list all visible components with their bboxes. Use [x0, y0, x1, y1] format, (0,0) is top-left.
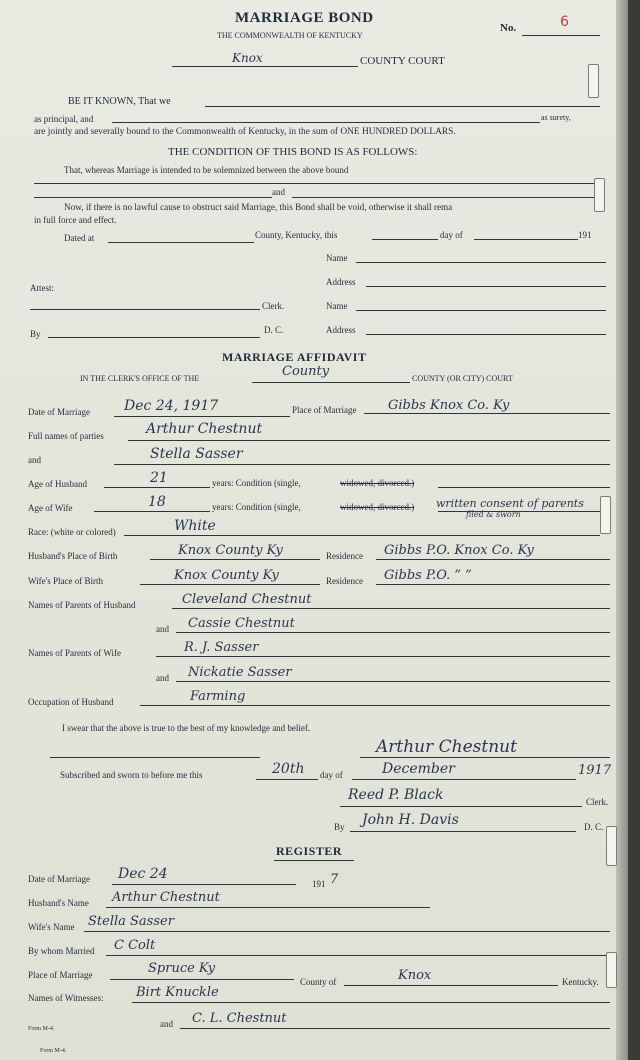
parents-husband-and: and — [156, 624, 169, 634]
bond-day-of: day of — [440, 230, 463, 240]
wife-condition-hw2: filed & sworn — [466, 510, 521, 519]
page-tab-3 — [600, 496, 611, 534]
aff-place-hw: Gibbs Knox Co. Ky — [388, 398, 510, 413]
page-edge — [616, 0, 628, 1060]
be-it-known-line — [205, 106, 600, 107]
wife-res-label: Residence — [326, 576, 363, 586]
clerk-line — [30, 309, 260, 310]
sworn-month-hw: December — [382, 761, 455, 777]
office-prefix: IN THE CLERK'S OFFICE OF THE — [80, 374, 200, 383]
reg-place-line — [110, 979, 294, 980]
reg-year-prefix: 191 — [312, 879, 326, 889]
signature-hw: Arthur Chestnut — [376, 737, 517, 757]
reg-place-hw: Spruce Ky — [148, 961, 216, 976]
parent-w2-hw: Nickatie Sasser — [188, 665, 292, 680]
reg-married-by-hw: C Colt — [114, 938, 156, 953]
aff-by-label: By — [334, 822, 345, 832]
widowed-divorced-w: widowed, divorced.) — [340, 502, 415, 512]
sworn-day-line — [256, 779, 318, 780]
husband-res-hw: Gibbs P.O. Knox Co. Ky — [384, 543, 534, 558]
now-if-text: Now, if there is no lawful cause to obstruct said Marriage, this Bond shall be void, otherwise it shall rema — [64, 202, 453, 212]
reg-date-line — [112, 884, 296, 885]
race-label: Race: (white or colored) — [28, 527, 116, 537]
aff-date-line — [114, 416, 290, 417]
parent-h2-line — [176, 632, 610, 633]
address-line-2 — [366, 334, 606, 335]
office-line — [252, 382, 410, 383]
reg-witness1-hw: Birt Knuckle — [136, 985, 219, 1000]
parent-h1-line — [172, 608, 610, 609]
bond-and: and — [272, 187, 285, 197]
aff-dc-label: D. C. — [584, 822, 604, 832]
clerk-sign-line — [340, 806, 582, 807]
name-line-2 — [356, 310, 606, 311]
clerk-hw: Reed P. Black — [348, 787, 444, 803]
register-title: REGISTER — [276, 844, 343, 858]
page-tab-5 — [606, 952, 617, 988]
reg-year-hw: 7 — [330, 872, 339, 887]
parent-w1-hw: R. J. Sasser — [184, 640, 259, 655]
bond-dc: D. C. — [264, 325, 284, 335]
parents-wife-label: Names of Parents of Wife — [28, 648, 121, 658]
aff-place-label: Place of Marriage — [292, 405, 357, 415]
reg-married-by-line — [106, 955, 610, 956]
reg-place-label: Place of Marriage — [28, 970, 93, 980]
reg-witness2-hw: C. L. Chestnut — [192, 1011, 287, 1026]
bond-title: MARRIAGE BOND — [235, 10, 374, 26]
occupation-hw: Farming — [190, 689, 246, 704]
age-husband-label: Age of Husband — [28, 479, 87, 489]
month-line — [474, 239, 578, 240]
aff-date-label: Date of Marriage — [28, 407, 90, 417]
county-line — [172, 66, 358, 67]
reg-wife-hw: Stella Sasser — [88, 914, 174, 929]
wife-condition-hw: written consent of parents — [436, 497, 584, 510]
bond-address-1: Address — [326, 277, 356, 287]
name-line-1 — [356, 262, 606, 263]
parent-h2-hw: Cassie Chestnut — [188, 616, 295, 631]
office-suffix: COUNTY (OR CITY) COURT — [412, 374, 513, 383]
age-wife-label: Age of Wife — [28, 503, 73, 513]
affidavit-title: MARRIAGE AFFIDAVIT — [222, 350, 367, 364]
parents-wife-and: and — [156, 673, 169, 683]
aff-clerk-label: Clerk. — [586, 797, 609, 807]
bond-number-line — [522, 35, 600, 36]
husband-res-label: Residence — [326, 551, 363, 561]
age-husband-line — [104, 487, 210, 488]
signature-line — [360, 757, 610, 758]
dc-sign-line — [350, 831, 576, 832]
attest-label: Attest: — [30, 283, 54, 293]
reg-kentucky: Kentucky. — [562, 977, 599, 987]
age-husband-hw: 21 — [150, 470, 168, 486]
county-court-label: COUNTY COURT — [360, 55, 445, 67]
bond-subtitle: THE COMMONWEALTH OF KENTUCKY — [217, 31, 363, 40]
day-line — [372, 239, 438, 240]
as-surety: as surety, — [541, 113, 571, 122]
and-line-left — [34, 197, 272, 198]
wife-birth-line — [140, 584, 320, 585]
reg-date-label: Date of Marriage — [28, 874, 90, 884]
dated-at: Dated at — [64, 233, 95, 243]
years-condition-h: years: Condition (single, — [212, 478, 301, 488]
dated-at-line — [108, 242, 254, 243]
condition-heading: THE CONDITION OF THIS BOND IS AS FOLLOWS: — [168, 146, 418, 158]
age-wife-hw: 18 — [148, 494, 166, 510]
page-tab-2 — [594, 178, 605, 212]
bond-county-hw: Knox — [232, 51, 263, 65]
parent-w2-line — [176, 681, 610, 682]
register-title-underline — [274, 860, 354, 861]
reg-county-line — [344, 985, 558, 986]
aff-date-hw: Dec 24, 1917 — [124, 398, 219, 414]
office-hw: County — [282, 364, 330, 379]
reg-husband-hw: Arthur Chestnut — [112, 890, 220, 905]
subscribed-text: Subscribed and sworn to before me this — [60, 770, 203, 780]
bond-by: By — [30, 329, 41, 339]
bond-clerk: Clerk. — [262, 301, 285, 311]
bond-number-value: 6 — [560, 14, 569, 30]
reg-wife-line — [84, 931, 610, 932]
reg-husband-label: Husband's Name — [28, 898, 89, 908]
full-force-text: in full force and effect. — [34, 215, 117, 225]
husband-birth-label: Husband's Place of Birth — [28, 551, 118, 561]
principal-line — [112, 122, 540, 123]
as-principal: as principal, and — [34, 114, 94, 124]
be-it-known: BE IT KNOWN, That we — [68, 96, 171, 107]
widowed-divorced-h: widowed, divorced.) — [340, 478, 415, 488]
party2-hw: Stella Sasser — [150, 446, 243, 462]
sworn-day-hw: 20th — [272, 761, 305, 777]
reg-county-of: County of — [300, 977, 337, 987]
wife-res-hw: Gibbs P.O. ” ” — [384, 568, 472, 583]
county-ky-this: County, Kentucky, this — [255, 230, 338, 240]
reg-married-by-label: By whom Married — [28, 946, 95, 956]
bond-number-label: No. — [500, 22, 517, 34]
parent-w1-line — [156, 656, 610, 657]
occupation-line — [140, 705, 610, 706]
husband-res-line — [376, 559, 610, 560]
bond-name-2: Name — [326, 301, 348, 311]
sworn-left-line — [50, 757, 260, 758]
condition-line-h — [438, 487, 610, 488]
full-names-label: Full names of parties — [28, 431, 104, 441]
parent-h1-hw: Cleveland Chestnut — [182, 592, 312, 607]
race-line — [124, 535, 600, 536]
whereas-line — [34, 183, 594, 184]
bond-address-2: Address — [326, 325, 356, 335]
party2-line — [114, 464, 610, 465]
whereas-text: That, whereas Marriage is intended to be solemnized between the above bound — [64, 165, 349, 175]
by-line — [48, 337, 260, 338]
sworn-day-of: day of — [320, 770, 343, 780]
wife-birth-hw: Knox County Ky — [174, 568, 279, 583]
sworn-month-line — [352, 779, 576, 780]
sworn-year: 1917 — [578, 763, 612, 778]
race-hw: White — [174, 518, 216, 534]
bound-text: are jointly and severally bound to the Commonwealth of Kentucky, in the sum of ONE HUNDRED DOLLARS. — [34, 127, 456, 137]
husband-birth-line — [150, 559, 320, 560]
page-tab-1 — [588, 64, 599, 98]
page-tab-4 — [606, 826, 617, 866]
reg-witnesses-label: Names of Witnesses: — [28, 993, 104, 1003]
and-line-right — [292, 197, 594, 198]
swear-text: I swear that the above is true to the best of my knowledge and belief. — [62, 723, 311, 733]
form-label: Form M-4. — [28, 1026, 55, 1032]
reg-witness-and: and — [160, 1019, 173, 1029]
aff-and-label: and — [28, 455, 41, 465]
parents-husband-label: Names of Parents of Husband — [28, 600, 136, 610]
bond-year: 191 — [578, 230, 592, 240]
form-label-bottom: Form M-4. — [40, 1048, 67, 1054]
wife-res-line — [376, 584, 610, 585]
years-condition-w: years: Condition (single, — [212, 502, 301, 512]
reg-witness1-line — [132, 1002, 610, 1003]
reg-husband-line — [106, 907, 430, 908]
age-wife-line — [94, 511, 210, 512]
address-line-1 — [366, 286, 606, 287]
husband-birth-hw: Knox County Ky — [178, 543, 283, 558]
occupation-label: Occupation of Husband — [28, 697, 114, 707]
dc-hw: John H. Davis — [362, 812, 459, 828]
wife-birth-label: Wife's Place of Birth — [28, 576, 103, 586]
reg-wife-label: Wife's Name — [28, 922, 75, 932]
bond-name-1: Name — [326, 253, 348, 263]
party1-hw: Arthur Chestnut — [146, 421, 263, 437]
reg-county-hw: Knox — [398, 968, 432, 983]
party1-line — [128, 440, 610, 441]
reg-witness2-line — [180, 1028, 610, 1029]
reg-date-hw: Dec 24 — [118, 866, 168, 882]
